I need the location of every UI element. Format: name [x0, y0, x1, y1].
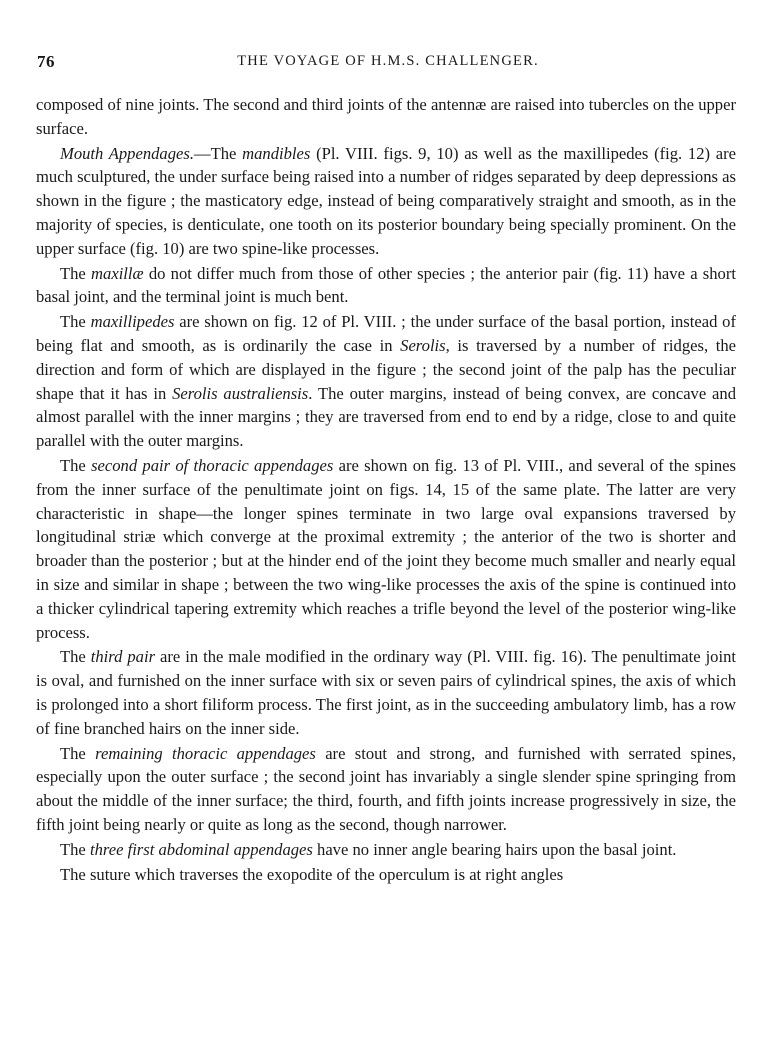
text-run: The suture which traverses the exopodite of the operculum is at right angles [60, 864, 564, 884]
text-run: The [60, 743, 96, 763]
text-run: are shown on fig. 13 of Pl. VIII., and several of the spines from the inner surface of the penultimate joint on figs. 14, 15 of the same plate. The latter are very characteristic in shape—the longer spines terminate in two large oval expansions traversed by longitudinal striæ which converge at the proximal extremity ; the anterior of the two is shorter and broader than the posterior ; but at the hinder end of the joint they become much smaller and nearly equal in size and similar in shape ; between the two wing-like processes the axis of the spine is continued into a thicker cylindrical tapering extremity which reaches a trifle beyond the level of the posterior wing-like process. [36, 455, 736, 642]
text-run: The [60, 263, 92, 283]
text-run: do not differ much from those of other species ; the anterior pair (fig. 11) have a short basal joint, and the terminal joint is much bent. [36, 263, 736, 307]
text-run: have no inner angle bearing hairs upon the basal joint. [312, 839, 677, 859]
italic-term: third pair [90, 647, 156, 667]
text-run: (Pl. VIII. figs. 9, 10) as well as the maxillipedes (fig. 12) are much sculptured, the under surface being raised into a number of ridges separated by deep depressions as shown in the figure ; the masticatory edge, instead of being comparatively straight and smooth, as in the majority of species, is denticulate, one tooth on its posterior boundary being specially prominent. On the upper surface (fig. 10) are two spine-like processes. [36, 143, 736, 258]
italic-term: maxillæ [91, 263, 144, 283]
paragraph [36, 838, 736, 862]
page-number: 76 [37, 52, 55, 71]
paragraph [36, 742, 736, 837]
text-run: The [60, 312, 91, 332]
italic-term: Mouth Appendages. [60, 143, 194, 163]
running-title: THE VOYAGE OF H.M.S. CHALLENGER. [237, 53, 539, 69]
text-run: , is traversed by a number of ridges, the direction and form of which are displayed in the figure ; the second joint of the palp has the peculiar shape that it has in [36, 335, 736, 403]
body-text [36, 93, 736, 886]
text-run: The [60, 647, 91, 667]
italic-term: Serolis australiensis [172, 383, 309, 403]
paragraph [36, 645, 736, 740]
italic-term: remaining thoracic appendages [95, 743, 316, 763]
italic-term: Serolis [400, 335, 446, 355]
italic-term: second pair of thoracic appendages [91, 455, 334, 475]
paragraph [36, 142, 736, 261]
paragraph [36, 93, 736, 141]
text-run: are shown on fig. 12 of Pl. VIII. ; the under surface of the basal portion, instead of being flat and smooth, as is ordinarily the case in [36, 312, 736, 355]
paragraph [36, 863, 736, 887]
text-run: The [60, 455, 92, 475]
paragraph [36, 454, 736, 644]
italic-term: mandibles [242, 143, 311, 163]
text-run: are stout and strong, and furnished with serrated spines, especially upon the outer surface ; the second joint has invariably a single slender spine springing from about the middle of the inner surface; the third, fourth, and fifth joints increase progressively in size, the fifth joint being nearly or quite as long as the second, though narrower. [36, 743, 737, 834]
text-run: . The outer margins, instead of being convex, are concave and almost parallel with the inner margins ; they are traversed from end to end by a ridge, close to and quite parallel with the outer margins. [36, 383, 737, 451]
italic-term: three first abdominal appendages [89, 839, 313, 859]
text-run: composed of nine joints. The second and third joints of the antennæ are raised into tubercles on the upper surface. [36, 95, 736, 138]
text-run: are in the male modified in the ordinary way (Pl. VIII. fig. 16). The penultimate joint is oval, and furnished on the inner surface with six or seven pairs of cylindrical spines, the axis of which is prolonged into a short filiform process. The first joint, as in the succeeding ambulatory limb, has a row of fine branched hairs on the inner side. [36, 647, 736, 738]
paragraph [36, 262, 736, 310]
text-run: The [60, 839, 90, 859]
text-run: —The [194, 143, 243, 163]
page-header [37, 52, 739, 76]
italic-term: maxillipedes [90, 312, 175, 332]
paragraph [36, 310, 736, 453]
